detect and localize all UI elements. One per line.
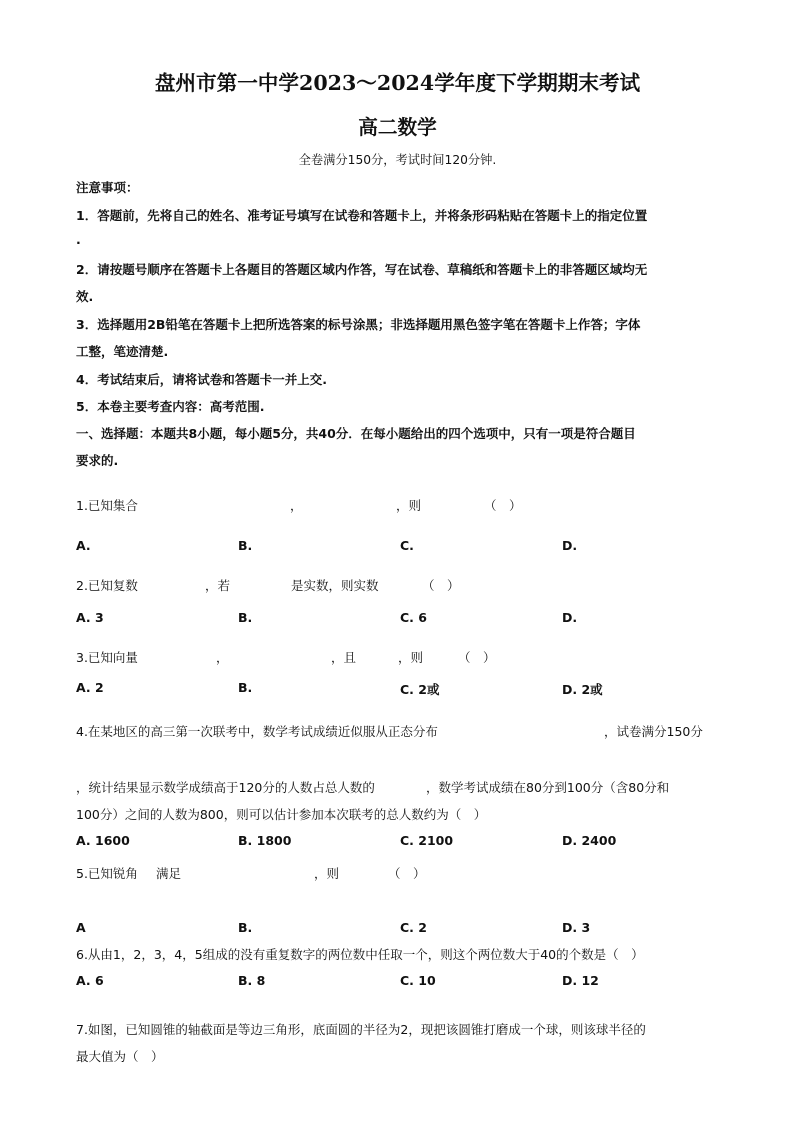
q4-option-d: D. 2400 [562,833,617,848]
q4-stem-a: 4.在某地区的高三第一次联考中，数学考试成绩近似服从正态分布 [76,724,438,739]
notes-heading: 注意事项： [76,180,139,195]
section-1-line-2: 要求的. [76,453,119,468]
q1-stem-a: 1.已知集合 [76,498,138,513]
note-2-line-1: 2．请按题号顺序在答题卡上各题目的答题区域内作答，写在试卷、草稿纸和答题卡上的非答题区域均无 [76,262,648,277]
q6-stem: 6.从由1，2，3，4，5组成的没有重复数字的两位数中任取一个，则这个两位数大于40的个数是（ ） [76,947,644,962]
q6-option-c: C. 10 [400,973,436,988]
q1-paren: （ ） [484,498,522,513]
q1-stem-c: ，则 [396,498,422,513]
q2-option-d: D. [562,610,578,625]
note-5: 5．本卷主要考查内容：高考范围. [76,399,265,414]
q2-option-b: B. [238,610,253,625]
q5-stem-c: ，则 [314,866,340,881]
q3-option-c: C. 2或 [400,682,440,697]
q1-option-b: B. [238,538,253,553]
q2-stem-c: 是实数，则实数 [291,578,379,593]
exam-title: 盘州市第一中学2023～2024学年度下学期期末考试 [154,71,641,95]
q5-option-b: B. [238,920,253,935]
note-3-line-1: 3．选择题用2B铅笔在答题卡上把所选答案的标号涂黑；非选择题用黑色签字笔在答题卡上作答；字体 [76,317,641,332]
q5-paren: （ ） [388,866,426,881]
q2-stem-b: ，若 [205,578,231,593]
q5-stem-b: 满足 [156,866,182,881]
q4-stem-b: ，试卷满分150分 [604,724,703,739]
q6-option-d: D. 12 [562,973,599,988]
q1-option-d: D. [562,538,578,553]
exam-info: 全卷满分150分，考试时间120分钟. [298,153,497,167]
note-2-line-2: 效. [76,289,94,304]
q5-option-c: C. 2 [400,920,427,935]
q3-option-d: D. 2或 [562,682,603,697]
q2-stem-a: 2.已知复数 [76,578,138,593]
q3-stem-c: ，且 [331,650,357,665]
exam-subtitle: 高二数学 [358,116,437,139]
note-1-line-2: . [76,232,81,247]
q4-stem-line2a: ，统计结果显示数学成绩高于120分的人数占总人数的 [76,780,375,795]
q4-stem-line2b: ，数学考试成绩在80分到100分（含80分和 [426,780,670,795]
note-1-line-1: 1．答题前，先将自己的姓名、准考证号填写在试卷和答题卡上，并将条形码粘贴在答题卡上的指定位置 [76,208,648,223]
note-3-line-2: 工整，笔迹清楚. [76,344,169,359]
q2-option-c: C. 6 [400,610,427,625]
q3-paren: （ ） [458,650,496,665]
note-4: 4．考试结束后，请将试卷和答题卡一并上交. [76,372,327,387]
q2-paren: （ ） [422,578,460,593]
q3-option-b: B. [238,680,253,695]
q5-stem-a: 5.已知锐角 [76,866,138,881]
q3-option-a: A. 2 [76,680,104,695]
q7-stem-line1: 7.如图，已知圆锥的轴截面是等边三角形，底面圆的半径为2，现把该圆锥打磨成一个球，则该球半径的 [76,1022,646,1037]
q1-option-a: A. [76,538,91,553]
q5-option-a: A [76,920,86,935]
q4-stem-line3: 100分）之间的人数为800，则可以估计参加本次联考的总人数约为（ ） [76,807,487,822]
q2-option-a: A. 3 [76,610,104,625]
section-1-line-1: 一、选择题：本题共8小题，每小题5分，共40分．在每小题给出的四个选项中，只有一项是符合题目 [76,426,636,441]
q7-stem-line2: 最大值为（ ） [76,1049,164,1064]
q4-option-b: B. 1800 [238,833,292,848]
q4-option-a: A. 1600 [76,833,130,848]
q4-option-c: C. 2100 [400,833,454,848]
q1-option-c: C. [400,538,414,553]
q3-stem-d: ，则 [398,650,424,665]
q3-stem-a: 3.已知向量 [76,650,138,665]
q6-option-b: B. 8 [238,973,266,988]
q6-option-a: A. 6 [76,973,104,988]
q1-stem-b: ， [290,498,303,513]
q5-option-d: D. 3 [562,920,591,935]
q3-stem-b: ， [216,650,229,665]
